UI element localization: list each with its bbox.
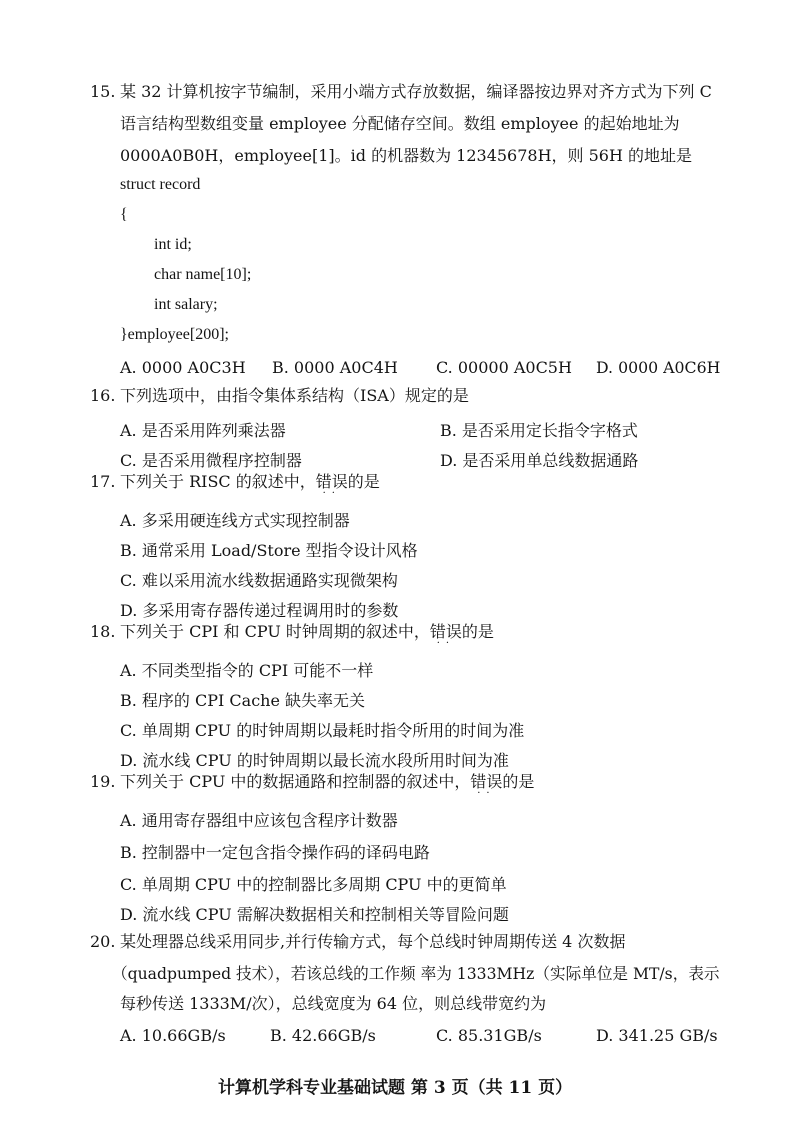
code-line: {: [120, 206, 128, 223]
question-number: 19.: [90, 772, 116, 791]
option-d: D. 流水线 CPU 的时钟周期以最长流水段所用时间为准: [120, 751, 509, 770]
question-number: 18.: [90, 622, 116, 641]
question-number: 15.: [90, 82, 116, 101]
question-stem: [120, 622, 494, 649]
option-a: A. 多采用硬连线方式实现控制器: [120, 511, 350, 530]
option-d: D. 流水线 CPU 需解决数据相关和控制相关等冒险问题: [120, 905, 509, 924]
emphasis-word: 错误: [470, 772, 503, 791]
option-d: D. 0000 A0C6H: [596, 358, 721, 377]
emphasis-dots: ··: [322, 488, 341, 499]
emphasis-text: [429, 622, 462, 649]
question-stem: 下列选项中，由指令集体系结构（ISA）规定的是: [120, 386, 469, 405]
page-footer: 计算机学科专业基础试题 第 3 页（共 11 页）: [218, 1078, 573, 1098]
emphasis-dots: ··: [477, 788, 496, 799]
option-c: C. 单周期 CPU 的时钟周期以最耗时指令所用的时间为准: [120, 721, 525, 740]
option-a: A. 10.66GB/s: [120, 1026, 226, 1045]
code-line: int id;: [154, 236, 192, 253]
option-c: C. 85.31GB/s: [436, 1026, 542, 1045]
emphasis-word: 错误: [315, 472, 348, 491]
emphasis-text: [315, 472, 348, 499]
question-stem-line: 某 32 计算机按字节编制，采用小端方式存放数据，编译器按边界对齐方式为下列 C: [120, 82, 712, 101]
option-b: B. 是否采用定长指令字格式: [440, 421, 638, 440]
emphasis-dots: ··: [436, 638, 456, 649]
code-line: char name[10];: [154, 266, 252, 283]
option-c: C. 单周期 CPU 中的控制器比多周期 CPU 中的更简单: [120, 875, 507, 894]
option-c: C. 难以采用流水线数据通路实现微架构: [120, 571, 398, 590]
option-d: D. 多采用寄存器传递过程调用时的参数: [120, 601, 399, 620]
question-stem-line: 0000A0B0H，employee[1]。id 的机器数为 12345678H，则 56H 的地址是: [120, 146, 693, 165]
option-a: A. 0000 A0C3H: [120, 358, 246, 377]
question-stem: [120, 772, 535, 799]
stem-text: 下列关于 RISC 的叙述中，: [120, 472, 316, 491]
emphasis-text: [470, 772, 503, 799]
option-b: B. 42.66GB/s: [270, 1026, 376, 1045]
code-line: int salary;: [154, 296, 218, 313]
option-d: D. 341.25 GB/s: [596, 1026, 718, 1045]
option-b: B. 程序的 CPI Cache 缺失率无关: [120, 691, 366, 710]
emphasis-word: 错误: [429, 622, 462, 641]
code-line: }employee[200];: [120, 326, 229, 343]
option-a: A. 不同类型指令的 CPI 可能不一样: [120, 661, 374, 680]
stem-text: 的是: [502, 772, 535, 791]
option-c: C. 00000 A0C5H: [436, 358, 572, 377]
stem-text: 下列关于 CPU 中的数据通路和控制器的叙述中，: [120, 772, 471, 791]
code-line: struct record: [120, 176, 201, 193]
option-c: C. 是否采用微程序控制器: [120, 451, 302, 470]
option-a: A. 通用寄存器组中应该包含程序计数器: [120, 811, 398, 830]
stem-text: 的是: [461, 622, 494, 641]
option-b: B. 0000 A0C4H: [272, 358, 398, 377]
option-b: B. 通常采用 Load/Store 型指令设计风格: [120, 541, 418, 560]
stem-text: 下列关于 CPI 和 CPU 时钟周期的叙述中，: [120, 622, 430, 641]
option-b: B. 控制器中一定包含指令操作码的译码电路: [120, 843, 430, 862]
question-number: 20.: [90, 932, 116, 951]
option-a: A. 是否采用阵列乘法器: [120, 421, 286, 440]
option-d: D. 是否采用单总线数据通路: [440, 451, 639, 470]
question-stem-line: 语言结构型数组变量 employee 分配储存空间。数组 employee 的起始地址为: [120, 114, 680, 133]
question-stem-line: 某处理器总线采用同步,并行传输方式，每个总线时钟周期传送 4 次数据: [120, 932, 626, 951]
question-stem-line: （quadpumped 技术），若该总线的工作频 率为 1333MHz（实际单位是 MT/s，表示: [112, 964, 720, 983]
question-number: 16.: [90, 386, 116, 405]
stem-text: 的是: [347, 472, 380, 491]
question-stem: [120, 472, 380, 499]
question-stem-line: 每秒传送 1333M/次），总线宽度为 64 位，则总线带宽约为: [120, 994, 547, 1013]
question-number: 17.: [90, 472, 116, 491]
